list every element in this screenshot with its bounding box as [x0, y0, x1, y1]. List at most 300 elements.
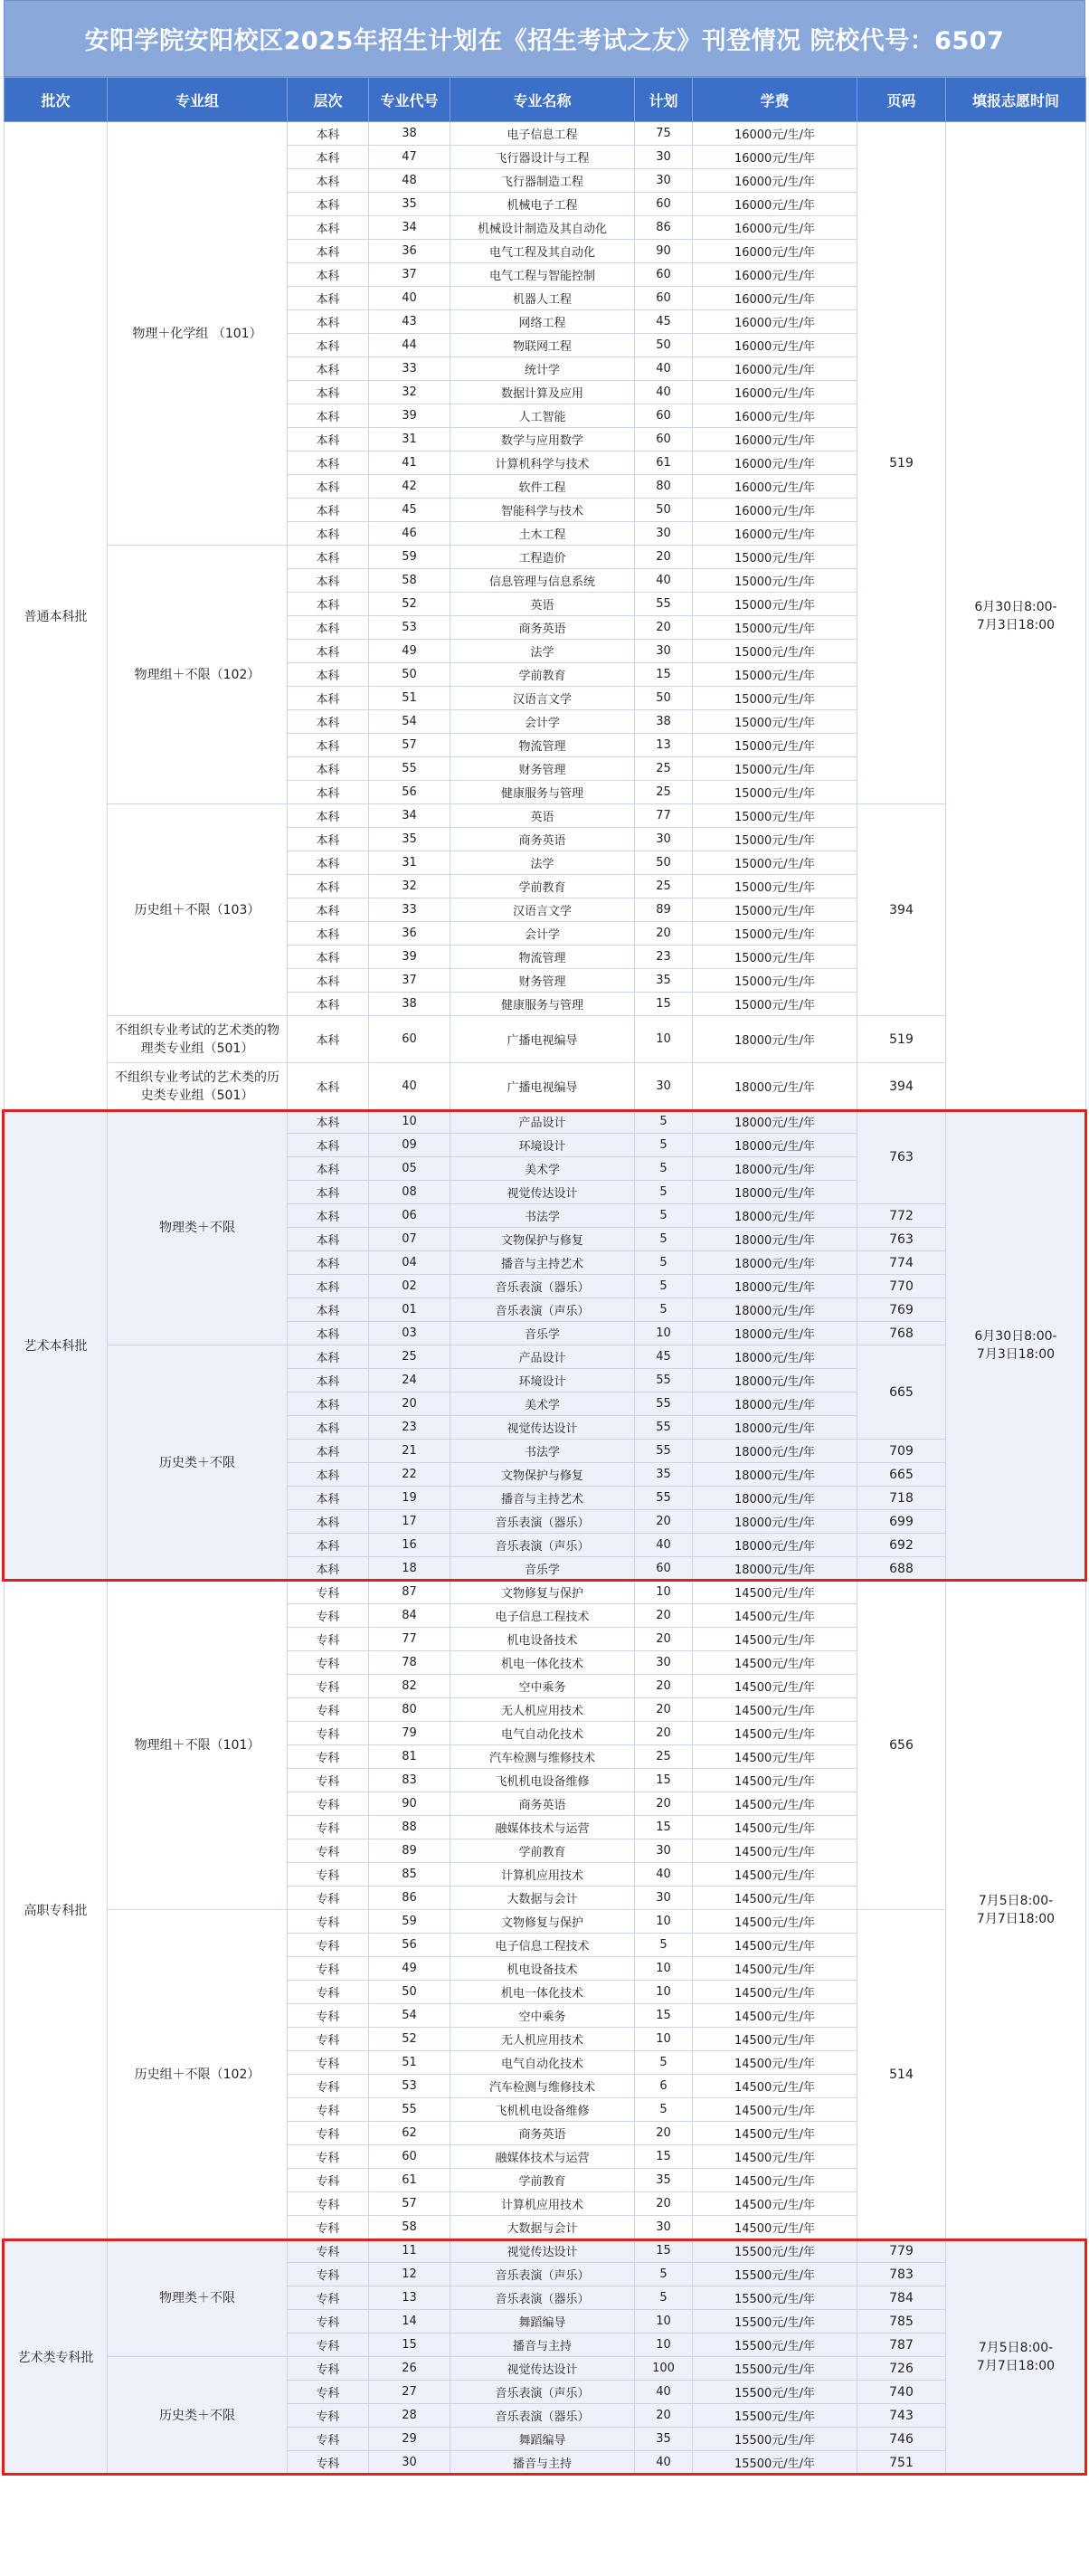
level-cell: 专科 [288, 1675, 369, 1698]
major-name-cell: 环境设计 [450, 1134, 635, 1157]
page-number-cell: 394 [857, 804, 946, 1016]
major-code-cell: 36 [369, 922, 450, 946]
tuition-cell: 14500元/生/年 [693, 1863, 857, 1887]
level-cell: 本科 [288, 1393, 369, 1416]
level-cell: 本科 [288, 334, 369, 357]
tuition-cell: 14500元/生/年 [693, 1910, 857, 1934]
major-name-cell: 机电一体化技术 [450, 1651, 635, 1675]
major-name-cell: 机械电子工程 [450, 193, 635, 216]
page-number-cell: 769 [857, 1298, 946, 1322]
tuition-cell: 14500元/生/年 [693, 2192, 857, 2216]
level-cell: 本科 [288, 475, 369, 499]
column-header: 专业名称 [450, 78, 635, 122]
plan-count-cell: 38 [635, 710, 693, 734]
plan-count-cell: 5 [635, 1181, 693, 1204]
tuition-cell: 14500元/生/年 [693, 1769, 857, 1792]
major-code-cell: 55 [369, 2098, 450, 2122]
tuition-cell: 16000元/生/年 [693, 522, 857, 546]
major-code-cell: 82 [369, 1675, 450, 1698]
table-row [5, 1581, 1086, 1604]
plan-count-cell: 5 [635, 2286, 693, 2310]
level-cell: 本科 [288, 169, 369, 193]
tuition-cell: 14500元/生/年 [693, 2075, 857, 2098]
major-name-cell: 空中乘务 [450, 1675, 635, 1698]
level-cell: 本科 [288, 1322, 369, 1345]
level-cell: 本科 [288, 122, 369, 146]
major-name-cell: 电气自动化技术 [450, 1722, 635, 1745]
major-code-cell: 11 [369, 2239, 450, 2263]
page-number-cell: 519 [857, 122, 946, 804]
tuition-cell: 16000元/生/年 [693, 310, 857, 334]
major-name-cell: 音乐表演（器乐） [450, 2404, 635, 2428]
major-name-cell: 音乐学 [450, 1557, 635, 1581]
major-name-cell: 音乐表演（器乐） [450, 1275, 635, 1298]
tuition-cell: 14500元/生/年 [693, 2028, 857, 2051]
tuition-cell: 18000元/生/年 [693, 1393, 857, 1416]
major-code-cell: 35 [369, 828, 450, 851]
plan-count-cell: 15 [635, 2145, 693, 2169]
tuition-cell: 14500元/生/年 [693, 1816, 857, 1839]
plan-count-cell: 60 [635, 428, 693, 452]
tuition-cell: 14500元/生/年 [693, 1934, 857, 1957]
major-code-cell: 22 [369, 1463, 450, 1487]
major-code-cell: 57 [369, 734, 450, 757]
major-code-cell: 60 [369, 1016, 450, 1063]
major-name-cell: 视觉传达设计 [450, 2357, 635, 2381]
level-cell: 本科 [288, 381, 369, 404]
major-name-cell: 机械设计制造及其自动化 [450, 216, 635, 240]
major-code-cell: 57 [369, 2192, 450, 2216]
major-code-cell: 56 [369, 781, 450, 804]
group-name-cell: 物理类＋不限 [108, 1110, 288, 1345]
major-code-cell: 37 [369, 263, 450, 287]
major-code-cell: 49 [369, 640, 450, 663]
plan-count-cell: 5 [635, 2051, 693, 2075]
plan-count-cell: 50 [635, 499, 693, 522]
tuition-cell: 18000元/生/年 [693, 1063, 857, 1110]
major-name-cell: 汽车检测与维修技术 [450, 2075, 635, 2098]
level-cell: 专科 [288, 1792, 369, 1816]
level-cell: 本科 [288, 1275, 369, 1298]
tuition-cell: 18000元/生/年 [693, 1110, 857, 1134]
level-cell: 专科 [288, 2404, 369, 2428]
level-cell: 专科 [288, 1910, 369, 1934]
major-name-cell: 产品设计 [450, 1110, 635, 1134]
plan-count-cell: 60 [635, 1557, 693, 1581]
page-number-cell: 688 [857, 1557, 946, 1581]
plan-count-cell: 30 [635, 522, 693, 546]
major-name-cell: 书法学 [450, 1440, 635, 1463]
tuition-cell: 16000元/生/年 [693, 475, 857, 499]
plan-count-cell: 25 [635, 757, 693, 781]
column-header: 页码 [857, 78, 946, 122]
tuition-cell: 16000元/生/年 [693, 169, 857, 193]
level-cell: 本科 [288, 828, 369, 851]
apply-time-cell: 7月5日8:00- 7月7日18:00 [946, 2239, 1086, 2475]
plan-count-cell: 5 [635, 2098, 693, 2122]
level-cell: 本科 [288, 875, 369, 898]
tuition-cell: 14500元/生/年 [693, 1628, 857, 1651]
level-cell: 专科 [288, 1863, 369, 1887]
major-name-cell: 汉语言文学 [450, 687, 635, 710]
major-code-cell: 12 [369, 2263, 450, 2286]
level-cell: 本科 [288, 1487, 369, 1510]
plan-count-cell: 35 [635, 2169, 693, 2192]
major-code-cell: 59 [369, 1910, 450, 1934]
page-number-cell: 763 [857, 1228, 946, 1251]
page-number-cell: 772 [857, 1204, 946, 1228]
level-cell: 本科 [288, 240, 369, 263]
major-code-cell: 10 [369, 1110, 450, 1134]
major-name-cell: 工程造价 [450, 546, 635, 569]
level-cell: 本科 [288, 687, 369, 710]
major-code-cell: 27 [369, 2381, 450, 2404]
page-number-cell: 743 [857, 2404, 946, 2428]
level-cell: 本科 [288, 1251, 369, 1275]
column-header: 批次 [5, 78, 108, 122]
plan-count-cell: 20 [635, 1510, 693, 1534]
major-code-cell: 38 [369, 122, 450, 146]
tuition-cell: 15000元/生/年 [693, 781, 857, 804]
plan-count-cell: 40 [635, 1534, 693, 1557]
major-name-cell: 学前教育 [450, 663, 635, 687]
major-code-cell: 20 [369, 1393, 450, 1416]
level-cell: 专科 [288, 1745, 369, 1769]
level-cell: 专科 [288, 2239, 369, 2263]
major-name-cell: 法学 [450, 640, 635, 663]
group-name-cell: 物理组＋不限（102） [108, 546, 288, 804]
plan-count-cell: 55 [635, 1416, 693, 1440]
major-name-cell: 商务英语 [450, 616, 635, 640]
major-name-cell: 大数据与会计 [450, 1887, 635, 1910]
tuition-cell: 14500元/生/年 [693, 1792, 857, 1816]
page-number-cell: 785 [857, 2310, 946, 2334]
level-cell: 本科 [288, 993, 369, 1016]
major-code-cell: 48 [369, 169, 450, 193]
tuition-cell: 16000元/生/年 [693, 263, 857, 287]
major-code-cell: 52 [369, 593, 450, 616]
plan-count-cell: 10 [635, 1581, 693, 1604]
plan-count-cell: 30 [635, 640, 693, 663]
tuition-cell: 18000元/生/年 [693, 1510, 857, 1534]
major-code-cell: 17 [369, 1510, 450, 1534]
major-code-cell: 37 [369, 969, 450, 993]
major-name-cell: 学前教育 [450, 875, 635, 898]
major-code-cell: 87 [369, 1581, 450, 1604]
tuition-cell: 14500元/生/年 [693, 2098, 857, 2122]
plan-count-cell: 30 [635, 1063, 693, 1110]
plan-count-cell: 40 [635, 357, 693, 381]
major-code-cell: 31 [369, 428, 450, 452]
major-code-cell: 31 [369, 851, 450, 875]
plan-count-cell: 60 [635, 193, 693, 216]
plan-count-cell: 20 [635, 1792, 693, 1816]
tuition-cell: 18000元/生/年 [693, 1534, 857, 1557]
major-name-cell: 文物保护与修复 [450, 1463, 635, 1487]
major-code-cell: 62 [369, 2122, 450, 2145]
major-name-cell: 数据计算及应用 [450, 381, 635, 404]
major-code-cell: 40 [369, 1063, 450, 1110]
level-cell: 本科 [288, 1228, 369, 1251]
tuition-cell: 18000元/生/年 [693, 1463, 857, 1487]
major-name-cell: 美术学 [450, 1157, 635, 1181]
plan-count-cell: 5 [635, 1251, 693, 1275]
major-name-cell: 电子信息工程 [450, 122, 635, 146]
apply-time-cell: 7月5日8:00- 7月7日18:00 [946, 1581, 1086, 2239]
major-code-cell: 40 [369, 287, 450, 310]
page-number-cell: 774 [857, 1251, 946, 1275]
tuition-cell: 15000元/生/年 [693, 828, 857, 851]
page-number-cell: 784 [857, 2286, 946, 2310]
page-number-cell: 699 [857, 1510, 946, 1534]
table-row [5, 1110, 1086, 1134]
level-cell: 专科 [288, 2381, 369, 2404]
tuition-cell: 18000元/生/年 [693, 1251, 857, 1275]
table-row [5, 1345, 1086, 1369]
major-code-cell: 04 [369, 1251, 450, 1275]
tuition-cell: 18000元/生/年 [693, 1157, 857, 1181]
major-code-cell: 33 [369, 898, 450, 922]
tuition-cell: 15000元/生/年 [693, 946, 857, 969]
plan-count-cell: 60 [635, 263, 693, 287]
level-cell: 专科 [288, 1651, 369, 1675]
level-cell: 本科 [288, 922, 369, 946]
level-cell: 专科 [288, 2028, 369, 2051]
plan-count-cell: 25 [635, 781, 693, 804]
level-cell: 专科 [288, 2051, 369, 2075]
tuition-cell: 14500元/生/年 [693, 2051, 857, 2075]
tuition-cell: 15000元/生/年 [693, 875, 857, 898]
major-code-cell: 01 [369, 1298, 450, 1322]
level-cell: 专科 [288, 1604, 369, 1628]
tuition-cell: 18000元/生/年 [693, 1440, 857, 1463]
table-row [5, 1063, 1086, 1110]
major-code-cell: 14 [369, 2310, 450, 2334]
major-name-cell: 物流管理 [450, 734, 635, 757]
level-cell: 专科 [288, 1981, 369, 2004]
column-header: 层次 [288, 78, 369, 122]
plan-count-cell: 5 [635, 1298, 693, 1322]
tuition-cell: 15000元/生/年 [693, 851, 857, 875]
major-name-cell: 视觉传达设计 [450, 2239, 635, 2263]
major-code-cell: 84 [369, 1604, 450, 1628]
tuition-cell: 15000元/生/年 [693, 687, 857, 710]
level-cell: 本科 [288, 1557, 369, 1581]
plan-count-cell: 77 [635, 804, 693, 828]
level-cell: 本科 [288, 546, 369, 569]
batch-name-cell: 艺术类专科批 [5, 2239, 108, 2475]
plan-table [4, 77, 1086, 2475]
major-name-cell: 舞蹈编导 [450, 2428, 635, 2451]
level-cell: 本科 [288, 640, 369, 663]
tuition-cell: 15000元/生/年 [693, 993, 857, 1016]
column-header: 专业代号 [369, 78, 450, 122]
plan-count-cell: 5 [635, 1134, 693, 1157]
group-name-cell: 历史组＋不限（102） [108, 1910, 288, 2239]
major-name-cell: 电气工程及其自动化 [450, 240, 635, 263]
tuition-cell: 14500元/生/年 [693, 1745, 857, 1769]
apply-time-cell: 6月30日8:00- 7月3日18:00 [946, 1110, 1086, 1581]
major-name-cell: 土木工程 [450, 522, 635, 546]
major-name-cell: 财务管理 [450, 969, 635, 993]
page-number-cell: 656 [857, 1581, 946, 1910]
tuition-cell: 15500元/生/年 [693, 2404, 857, 2428]
major-code-cell: 33 [369, 357, 450, 381]
tuition-cell: 15000元/生/年 [693, 922, 857, 946]
plan-count-cell: 5 [635, 1110, 693, 1134]
major-name-cell: 健康服务与管理 [450, 993, 635, 1016]
plan-count-cell: 5 [635, 1157, 693, 1181]
plan-count-cell: 10 [635, 1016, 693, 1063]
plan-count-cell: 15 [635, 1816, 693, 1839]
plan-count-cell: 30 [635, 169, 693, 193]
level-cell: 本科 [288, 1345, 369, 1369]
major-code-cell: 45 [369, 499, 450, 522]
apply-time-cell: 6月30日8:00- 7月3日18:00 [946, 122, 1086, 1110]
level-cell: 专科 [288, 1581, 369, 1604]
plan-count-cell: 30 [635, 2216, 693, 2239]
column-header: 专业组 [108, 78, 288, 122]
major-name-cell: 音乐学 [450, 1322, 635, 1345]
plan-count-cell: 86 [635, 216, 693, 240]
table-row [5, 1016, 1086, 1063]
level-cell: 专科 [288, 2169, 369, 2192]
table-row [5, 2357, 1086, 2381]
page-number-cell: 726 [857, 2357, 946, 2381]
plan-count-cell: 6 [635, 2075, 693, 2098]
level-cell: 本科 [288, 1440, 369, 1463]
level-cell: 专科 [288, 1934, 369, 1957]
tuition-cell: 18000元/生/年 [693, 1228, 857, 1251]
plan-count-cell: 75 [635, 122, 693, 146]
level-cell: 本科 [288, 1110, 369, 1134]
page-number-cell: 787 [857, 2334, 946, 2357]
major-code-cell: 55 [369, 757, 450, 781]
level-cell: 本科 [288, 969, 369, 993]
tuition-cell: 14500元/生/年 [693, 2216, 857, 2239]
tuition-cell: 18000元/生/年 [693, 1298, 857, 1322]
major-name-cell: 音乐表演（器乐） [450, 1510, 635, 1534]
level-cell: 本科 [288, 357, 369, 381]
major-name-cell: 电气自动化技术 [450, 2051, 635, 2075]
level-cell: 本科 [288, 946, 369, 969]
major-name-cell: 音乐表演（声乐） [450, 1298, 635, 1322]
plan-count-cell: 50 [635, 851, 693, 875]
major-code-cell: 42 [369, 475, 450, 499]
major-name-cell: 统计学 [450, 357, 635, 381]
tuition-cell: 15500元/生/年 [693, 2310, 857, 2334]
tuition-cell: 16000元/生/年 [693, 357, 857, 381]
major-code-cell: 56 [369, 1934, 450, 1957]
major-code-cell: 32 [369, 381, 450, 404]
group-name-cell: 历史组＋不限（103） [108, 804, 288, 1016]
plan-count-cell: 90 [635, 240, 693, 263]
level-cell: 专科 [288, 2263, 369, 2286]
major-code-cell: 59 [369, 546, 450, 569]
major-name-cell: 音乐表演（声乐） [450, 2381, 635, 2404]
column-header: 填报志愿时间 [946, 78, 1086, 122]
tuition-cell: 15500元/生/年 [693, 2428, 857, 2451]
plan-count-cell: 20 [635, 546, 693, 569]
tuition-cell: 15000元/生/年 [693, 593, 857, 616]
major-name-cell: 文物修复与保护 [450, 1910, 635, 1934]
plan-count-cell: 30 [635, 146, 693, 169]
major-name-cell: 美术学 [450, 1393, 635, 1416]
level-cell: 专科 [288, 1887, 369, 1910]
level-cell: 本科 [288, 146, 369, 169]
plan-count-cell: 40 [635, 2451, 693, 2475]
plan-count-cell: 15 [635, 2004, 693, 2028]
level-cell: 本科 [288, 1534, 369, 1557]
page-number-cell: 783 [857, 2263, 946, 2286]
page-number-cell: 779 [857, 2239, 946, 2263]
plan-count-cell: 30 [635, 1839, 693, 1863]
major-name-cell: 播音与主持 [450, 2451, 635, 2475]
level-cell: 本科 [288, 428, 369, 452]
batch-name-cell: 高职专科批 [5, 1581, 108, 2239]
level-cell: 本科 [288, 499, 369, 522]
major-code-cell: 41 [369, 452, 450, 475]
page-number-cell: 718 [857, 1487, 946, 1510]
major-code-cell: 28 [369, 2404, 450, 2428]
major-code-cell: 03 [369, 1322, 450, 1345]
major-code-cell: 44 [369, 334, 450, 357]
tuition-cell: 15500元/生/年 [693, 2451, 857, 2475]
plan-count-cell: 20 [635, 2122, 693, 2145]
tuition-cell: 18000元/生/年 [693, 1181, 857, 1204]
major-name-cell: 文物修复与保护 [450, 1581, 635, 1604]
tuition-cell: 14500元/生/年 [693, 2169, 857, 2192]
plan-count-cell: 40 [635, 569, 693, 593]
tuition-cell: 15500元/生/年 [693, 2381, 857, 2404]
major-code-cell: 61 [369, 2169, 450, 2192]
plan-count-cell: 60 [635, 287, 693, 310]
major-name-cell: 书法学 [450, 1204, 635, 1228]
level-cell: 本科 [288, 663, 369, 687]
plan-count-cell: 20 [635, 616, 693, 640]
tuition-cell: 18000元/生/年 [693, 1016, 857, 1063]
major-code-cell: 80 [369, 1698, 450, 1722]
level-cell: 专科 [288, 2145, 369, 2169]
tuition-cell: 16000元/生/年 [693, 452, 857, 475]
major-name-cell: 大数据与会计 [450, 2216, 635, 2239]
page-number-cell: 709 [857, 1440, 946, 1463]
tuition-cell: 18000元/生/年 [693, 1345, 857, 1369]
level-cell: 本科 [288, 804, 369, 828]
level-cell: 本科 [288, 1016, 369, 1063]
plan-count-cell: 10 [635, 2028, 693, 2051]
plan-count-cell: 89 [635, 898, 693, 922]
group-name-cell: 不组织专业考试的艺术类的历史类专业组（501） [108, 1063, 288, 1110]
major-name-cell: 文物保护与修复 [450, 1228, 635, 1251]
level-cell: 本科 [288, 734, 369, 757]
tuition-cell: 15500元/生/年 [693, 2286, 857, 2310]
page-number-cell: 514 [857, 1910, 946, 2239]
page-number-cell: 692 [857, 1534, 946, 1557]
level-cell: 本科 [288, 287, 369, 310]
level-cell: 本科 [288, 310, 369, 334]
page-number-cell: 763 [857, 1110, 946, 1204]
major-name-cell: 空中乘务 [450, 2004, 635, 2028]
major-name-cell: 学前教育 [450, 1839, 635, 1863]
tuition-cell: 18000元/生/年 [693, 1487, 857, 1510]
table-row [5, 2239, 1086, 2263]
batch-name-cell: 普通本科批 [5, 122, 108, 1110]
major-code-cell: 60 [369, 2145, 450, 2169]
page-number-cell: 740 [857, 2381, 946, 2404]
plan-count-cell: 35 [635, 1463, 693, 1487]
major-name-cell: 英语 [450, 804, 635, 828]
